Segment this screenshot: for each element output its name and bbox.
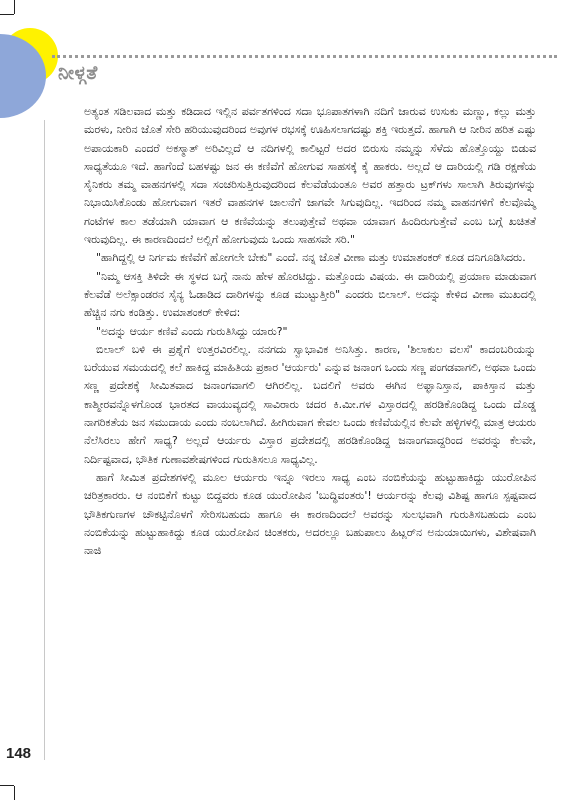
crop-mark: [14, 786, 15, 800]
crop-mark: [14, 0, 15, 14]
margin-rule: [44, 120, 45, 760]
body-text: [84, 103, 536, 560]
paragraph: "ನಿಮ್ಮ ಆಸಕ್ತಿ ತಿಳಿದೇ ಈ ಸ್ಥಳದ ಬಗ್ಗೆ ನಾನು ಹೇಳ ಹೊರಟಿದ್ದು. ಮತ್ತೊಂದು ವಿಷಯ. ಈ ದಾರಿಯಲ್ಲಿ ಪ್ರಯಾಣ ಮಾಡುವಾಗ ಕೆಲವೆಡೆ ಅಲೆಕ್ಸಾಂಡರನ ಸೈನ್ಯ ಓಡಾಡಿದ ದಾರಿಗಳನ್ನು ಕೂಡ ಮುಟ್ಟುತ್ತೀರಿ" ಎಂದರು ಬಿಲಾಲ್. ಅದನ್ನು ಕೇಳಿದ ವೀಣಾ ಮುಖದಲ್ಲಿ ಹೆಚ್ಚಿನ ನಗು ಕಂಡಿತ್ತು. ಉಮಾಶಂಕರ್ ಕೇಳಿದ:: [84, 269, 536, 320]
crop-mark: [0, 785, 14, 786]
paragraph: "ಹಾಗಿದ್ದಲ್ಲಿ ಆ ನಿರ್ಗಮ ಕಣಿವೆಗೆ ಹೋಗಲೇ ಬೇಕು" ಎಂದೆ. ನನ್ನ ಜೊತೆ ವೀಣಾ ಮತ್ತು ಉಮಾಶಂಕರ್ ಕೂಡ ದನಿಗೂಡಿಸಿದರು.: [96, 251, 526, 265]
section-title: ನೀಳ್ಗತೆ: [58, 62, 98, 84]
paragraph: ಅತ್ಯಂತ ಸಡಿಲವಾದ ಮತ್ತು ಕಡಿದಾದ ಇಲ್ಲಿನ ಪರ್ವತಗಳಿಂದ ಸದಾ ಭೂಪಾತಗಳಾಗಿ ನದಿಗೆ ಜಾರುವ ಉಸುಕು ಮಣ್ಣು, ಕಲ್ಲು ಮತ್ತು ಮರಳು, ನೀರಿನ ಜೊತೆ ಸೇರಿ ಹರಿಯುವುದರಿಂದ ಅವುಗಳ ರಭಸಕ್ಕೆ ಊಹಿಸಲಾಗದಷ್ಟು ಶಕ್ತಿ ಇರುತ್ತದೆ. ಹಾಗಾಗಿ ಆ ನೀರಿನ ಹರಿತ ಎಷ್ಟು ಅಪಾಯಕಾರಿ ಎಂದರೆ ಅಕಸ್ಮಾತ್ ಅರಿವಿಲ್ಲದೆ ಆ ನದಿಗಳಲ್ಲಿ ಕಾಲಿಟ್ಟರೆ ಅದರ ಬಿರುಸು ನಮ್ಮನ್ನು ಸೆಳೆದು ಹೊತ್ತೊಯ್ದು ಬಿಡುವ ಸಾಧ್ಯತೆಯೂ ಇದೆ. ಹಾಗೆಂದೆ ಬಹಳಷ್ಟು ಜನ ಈ ಕಣಿವೆಗೆ ಹೋಗುವ ಸಾಹಸಕ್ಕೆ ಕೈ ಹಾಕರು. ಅಲ್ಲದೆ ಆ ದಾರಿಯಲ್ಲಿ ಗಡಿ ರಕ್ಷಣೆಯ ಸೈನಿಕರು ತಮ್ಮ ವಾಹನಗಳಲ್ಲಿ ಸದಾ ಸಂಚರಿಸುತ್ತಿರುವುದರಿಂದ ಕೆಲವೆಡೆಯಂತೂ ಅವರ ಹತ್ತಾರು ಟ್ರಕ್‌ಗಳು ಸಾಲಾಗಿ ತಿರುವುಗಳನ್ನು ನಿಭಾಯಿಸಿಕೊಂಡು ಹೋಗುವಾಗ ಇತರೆ ವಾಹನಗಳ ಚಾಲನೆಗೆ ಜಾಗವೇ ಸಿಗುವುದಿಲ್ಲ. ಇದರಿಂದ ನಮ್ಮ ವಾಹನಗಳಿಗೆ ಕೆಲವೊಮ್ಮೆ ಗಂಟೆಗಳ ಕಾಲ ತಡೆಯಾಗಿ ಯಾವಾಗ ಆ ಕಣಿವೆಯನ್ನು ತಲುಪುತ್ತೇವೆ ಅಥವಾ ಯಾವಾಗ ಹಿಂದಿರುಗುತ್ತೇವೆ ಎಂಬ ಬಗ್ಗೆ ಖಚಿತತೆ ಇರುವುದಿಲ್ಲ. ಈ ಕಾರಣದಿಂದಲೆ ಅಲ್ಲಿಗೆ ಹೋಗುವುದು ಒಂದು ಸಾಹಸವೇ ಸರಿ.": [84, 105, 536, 247]
paragraph: ಬಿಲಾಲ್ ಬಳಿ ಈ ಪ್ರಶ್ನೆಗೆ ಉತ್ತರವಿರಲಿಲ್ಲ. ನನಗದು ಸ್ವಾಭಾವಿಕ ಅನಿಸಿತ್ತು. ಕಾರಣ, 'ಶಿಲಾಕುಲ ವಲಸೆ' ಕಾದಂಬರಿಯನ್ನು ಬರೆಯುವ ಸಮಯದಲ್ಲಿ ಕಲೆ ಹಾಕಿದ್ದ ಮಾಹಿತಿಯ ಪ್ರಕಾರ 'ಆರ್ಯರು' ಎನ್ನುವ ಜನಾಂಗ ಒಂದು ಸಣ್ಣ ಪಂಗಡವಾಗಲಿ, ಅಥವಾ ಒಂದು ಸಣ್ಣ ಪ್ರದೇಶಕ್ಕೆ ಸೀಮಿತವಾದ ಜನಾಂಗವಾಗಲಿ ಆಗಿರಲಿಲ್ಲ. ಬದಲಿಗೆ ಅವರು ಈಗಿನ ಅಫ್ಘಾನಿಸ್ತಾನ, ಪಾಕಿಸ್ತಾನ ಮತ್ತು ಕಾಶ್ಮೀರವನ್ನೊಳಗೊಂಡ ಭಾರತದ ವಾಯುವ್ಯದಲ್ಲಿ ಸಾವಿರಾರು ಚದರ ಕಿ.ಮೀ.ಗಳ ವಿಸ್ತಾರದಲ್ಲಿ ಹರಡಿಕೊಂಡಿದ್ದ ಒಂದು ದೊಡ್ಡ ನಾಗರಿಕತೆಯ ಜನ ಸಮುದಾಯ ಎಂದು ನಂಬಲಾಗಿದೆ. ಹೀಗಿರುವಾಗ ಕೇವಲ ಒಂದು ಕಣಿವೆಯಲ್ಲಿನ ಕೆಲವೇ ಹಳ್ಳಿಗಳಲ್ಲಿ ಮಾತ್ರ ಆಯರು ನೆಲೆಸಿರಲು ಹೇಗೆ ಸಾಧ್ಯ? ಅಲ್ಲದೆ ಆರ್ಯರು ವಿಸ್ತಾರ ಪ್ರದೇಶದಲ್ಲಿ ಹರಡಿಕೊಂಡಿದ್ದ ಜನಾಂಗವಾದ್ದರಿಂದ ಅವರನ್ನು ಕೆಲವೇ, ನಿರ್ದಿಷ್ಟವಾದ, ಭೌತಿಕ ಗುಣಾವಶೇಷಗಳಿಂದ ಗುರುತಿಸಲೂ ಸಾಧ್ಯವಿಲ್ಲ.: [84, 342, 536, 466]
header-dotted-rule: [52, 55, 557, 58]
crop-mark: [0, 14, 14, 15]
paragraph: "ಅದನ್ನು ಆರ್ಯ ಕಣಿವೆ ಎಂದು ಗುರುತಿಸಿದ್ದು ಯಾರು?": [96, 324, 288, 338]
paragraph: ಹಾಗೆ ಸೀಮಿತ ಪ್ರದೇಶಗಳಲ್ಲಿ ಮೂಲ ಆರ್ಯರು ಇನ್ನೂ ಇರಲು ಸಾಧ್ಯ ಎಂಬ ನಂಬಿಕೆಯನ್ನು ಹುಟ್ಟುಹಾಕಿದ್ದು ಯುರೋಪಿನ ಚರಿತ್ರಕಾರರು. ಆ ನಂಬಿಕೆಗೆ ಕುಟ್ಟು ಬಿದ್ದವರು ಕೂಡ ಯುರೋಪಿನ 'ಬುದ್ಧಿವಂತರು'! ಆರ್ಯರನ್ನು ಕೆಲವು ವಿಶಿಷ್ಟ ಹಾಗೂ ಸ್ಪಷ್ಟವಾದ ಭೌತಿಕಗುಣಗಳ ಚೌಕಟ್ಟಿನೊಳಗೆ ಸೇರಿಸಬಹುದು ಹಾಗೂ ಈ ಕಾರಣದಿಂದಲೆ ಅವರನ್ನು ಸುಲಭವಾಗಿ ಗುರುತಿಸಬಹುದು ಎಂಬ ನಂಬಿಕೆಯನ್ನು ಹುಟ್ಟುಹಾಕಿದ್ದು ಕೂಡ ಯುರೋಪಿನ ಚಿಂತಕರು, ಅದರಲ್ಲೂ ಬಹುಪಾಲು ಹಿಟ್ಲರ್‌ನ ಅನುಯಾಯಿಗಳು, ವಿಶೇಷವಾಗಿ ನಾಜಿ: [84, 470, 536, 558]
page-number: 148: [6, 745, 32, 762]
